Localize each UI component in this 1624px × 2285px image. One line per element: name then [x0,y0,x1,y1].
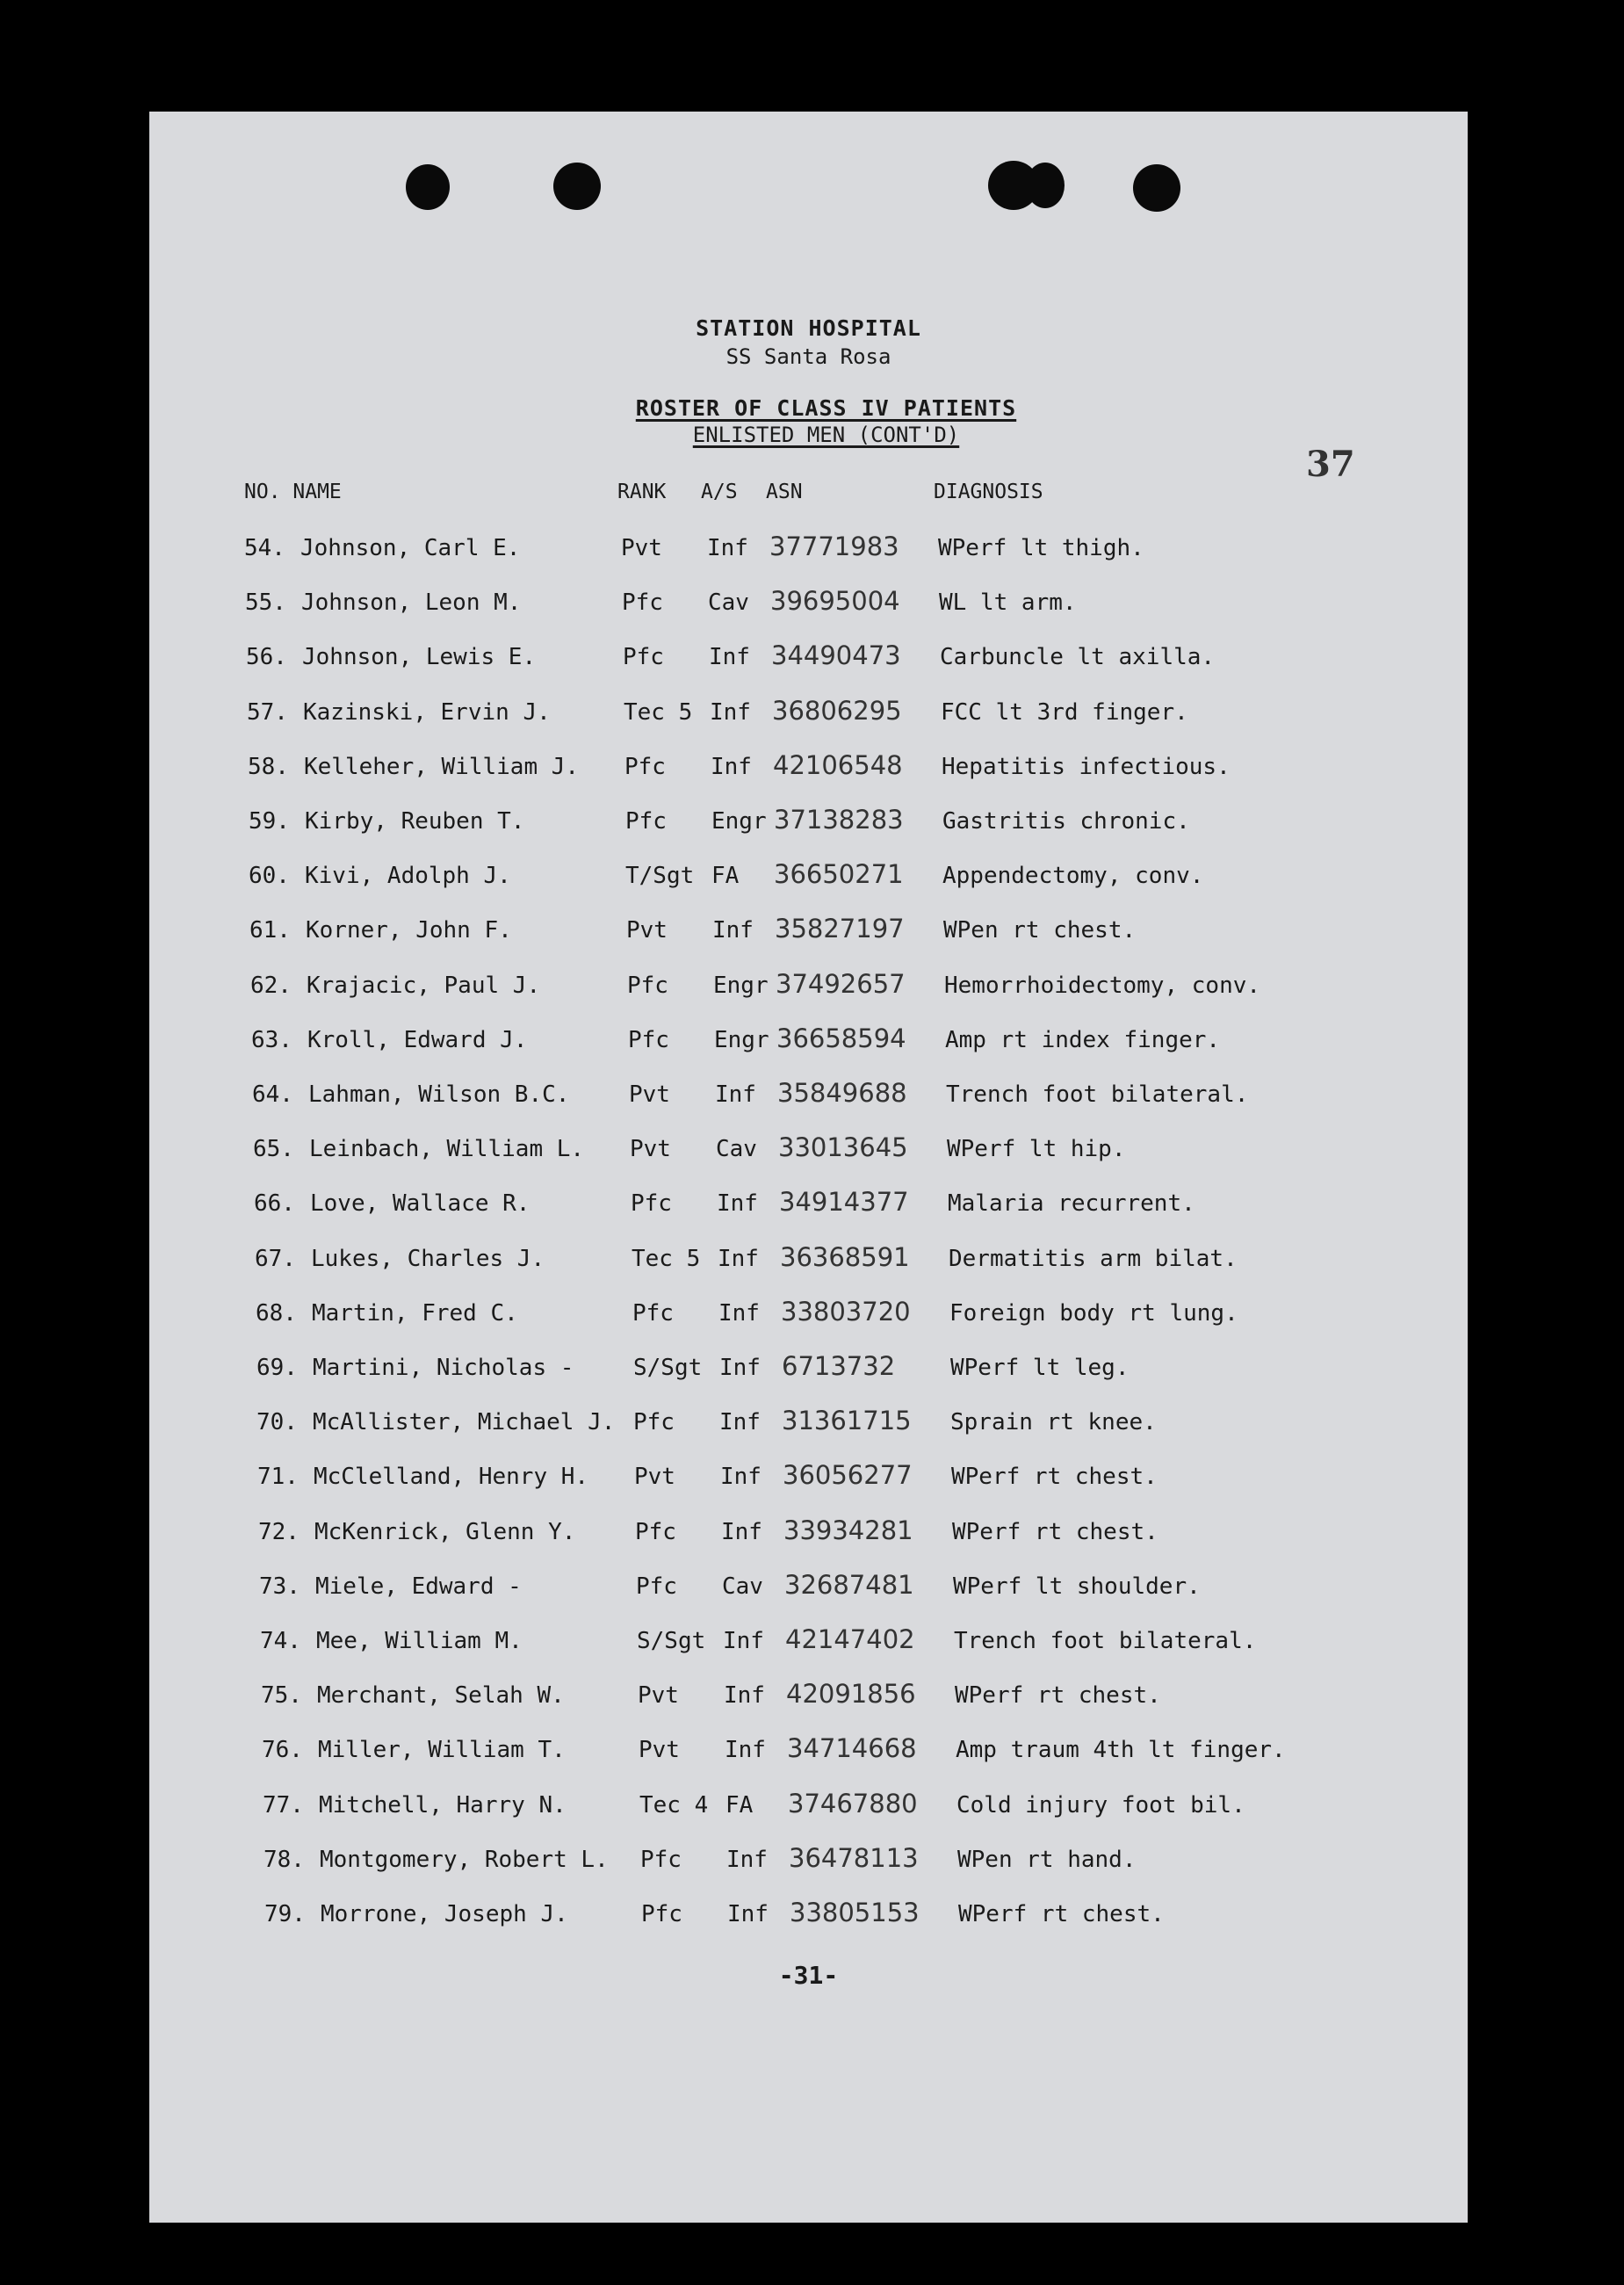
rank-cell: Pfc [633,1409,675,1436]
serial-number-cell: 42091856 [786,1679,916,1710]
arm-service-cell: Inf [712,917,754,944]
col-rank: RANK [617,481,667,503]
diagnosis-cell: Foreign body rt lung. [949,1299,1238,1327]
rank-cell: Pfc [623,644,664,671]
patient-name: McKenrick, Glenn Y. [314,1518,576,1545]
diagnosis-cell: Amp rt index finger. [945,1026,1221,1053]
patient-name: Lukes, Charles J. [311,1245,545,1272]
row-number: 59. [249,808,290,835]
row-number: 57. [247,698,288,726]
diagnosis-cell: WPerf rt chest. [951,1464,1158,1491]
patient-name: Mee, William M. [316,1628,523,1654]
row-number: 76. [262,1737,303,1764]
diagnosis-cell: Amp traum 4th lt finger. [956,1737,1286,1764]
roster-subtitle: ENLISTED MEN (CONT'D) [692,423,960,447]
arm-service-cell: Inf [724,1682,765,1710]
serial-number-cell: 37467880 [788,1788,918,1819]
patient-name: Mitchell, Harry N. [319,1791,567,1819]
patient-name: Krajacic, Paul J. [307,972,541,999]
patient-name: Martin, Fred C. [312,1299,518,1327]
rank-cell: Pvt [639,1737,680,1764]
patient-name: Martini, Nicholas - [313,1355,574,1381]
page-number: -31- [778,1961,839,1990]
patient-name: Miller, William T. [318,1737,566,1764]
row-number: 71. [257,1464,299,1491]
arm-service-cell: Inf [727,1901,769,1927]
patient-name: Morrone, Joseph J. [321,1901,568,1927]
diagnosis-cell: Cold injury foot bil. [956,1791,1245,1819]
rank-cell: Pfc [622,589,663,617]
serial-number-cell: 36478113 [789,1842,919,1873]
table-row [149,1569,1468,1617]
diagnosis-cell: WPerf rt chest. [952,1518,1158,1545]
table-row [149,1187,1468,1234]
patient-name: Montgomery, Robert L. [320,1846,609,1873]
ship-name: SS Santa Rosa [725,344,891,369]
rank-cell: T/Sgt [625,863,695,890]
table-row [149,914,1468,961]
serial-number-cell: 33805153 [790,1898,920,1927]
table-row [149,640,1468,688]
arm-service-cell: Cav [722,1573,763,1600]
diagnosis-cell: Carbuncle lt axilla. [940,644,1216,671]
document-page [149,112,1468,2223]
table-row [149,1132,1468,1180]
serial-number-cell: 32687481 [784,1569,914,1600]
row-number: 72. [258,1518,300,1545]
patient-name: Leinbach, William L. [309,1136,585,1163]
patient-name: McClelland, Henry H. [314,1464,589,1491]
patient-name: Johnson, Lewis E. [302,644,537,671]
serial-number-cell: 31361715 [782,1406,912,1436]
row-number: 66. [254,1190,295,1218]
table-row [149,586,1468,633]
row-number: 75. [261,1682,302,1710]
arm-service-cell: Inf [726,1846,768,1873]
row-number: 65. [253,1136,294,1163]
arm-service-cell: Inf [719,1355,761,1381]
table-row [149,1788,1468,1836]
table-row [149,805,1468,852]
row-number: 54. [244,535,285,561]
diagnosis-cell: WPerf lt hip. [947,1136,1126,1163]
patient-name: Kelleher, William J. [304,753,580,780]
table-row [149,1241,1468,1290]
table-row [149,1733,1468,1781]
row-number: 61. [249,917,291,944]
table-row [149,1406,1468,1453]
diagnosis-cell: WL lt arm. [939,589,1077,617]
table-row [149,1624,1468,1672]
serial-number-cell: 39695004 [770,586,900,617]
serial-number-cell: 33013645 [778,1132,908,1163]
serial-number-cell: 36056277 [783,1460,913,1491]
row-number: 62. [250,972,292,999]
arm-service-cell: Engr [714,1026,769,1053]
row-number: 60. [249,863,290,890]
diagnosis-cell: WPerf rt chest. [955,1682,1161,1710]
table-row [149,1460,1468,1508]
serial-number-cell: 34714668 [787,1733,917,1764]
arm-service-cell: Inf [720,1464,761,1491]
serial-number-cell: 35827197 [775,914,905,944]
serial-number-cell: 36806295 [772,695,902,726]
row-number: 64. [252,1081,293,1108]
diagnosis-cell: Appendectomy, conv. [942,863,1204,890]
patient-name: Love, Wallace R. [310,1190,531,1218]
serial-number-cell: 37771983 [769,531,899,561]
arm-service-cell: FA [725,1791,754,1819]
arm-service-cell: Inf [719,1409,761,1436]
arm-service-cell: Inf [725,1737,766,1764]
diagnosis-cell: WPerf lt thigh. [938,535,1144,561]
serial-number-cell: 42147402 [785,1624,915,1654]
arm-service-cell: Inf [717,1190,758,1218]
row-number: 55. [245,589,286,617]
serial-number-cell: 33934281 [783,1515,913,1545]
serial-number-cell: 6713732 [782,1351,896,1381]
serial-number-cell: 34914377 [779,1187,909,1218]
patient-name: McAllister, Michael J. [313,1409,616,1436]
patient-name: Lahman, Wilson B.C. [308,1081,570,1108]
table-row [149,1842,1468,1891]
patient-name: Kroll, Edward J. [307,1026,528,1053]
patient-name: Merchant, Selah W. [317,1682,565,1710]
diagnosis-cell: FCC lt 3rd finger. [941,698,1188,726]
serial-number-cell: 36650271 [774,859,904,890]
serial-number-cell: 34490473 [771,640,901,671]
table-row [149,1023,1468,1071]
arm-service-cell: FA [711,863,740,890]
punch-hole [1026,163,1065,208]
patient-name: Korner, John F. [306,917,512,944]
row-number: 70. [256,1409,298,1436]
serial-number-cell: 33803720 [781,1296,911,1327]
col-diagnosis: DIAGNOSIS [934,481,1043,503]
serial-number-cell: 37492657 [776,968,906,999]
arm-service-cell: Engr [711,808,767,835]
row-number: 68. [256,1299,297,1327]
arm-service-cell: Inf [711,753,752,780]
document-title: STATION HOSPITAL [696,315,921,341]
serial-number-cell: 37138283 [774,805,904,835]
row-number: 67. [255,1245,296,1272]
rank-cell: Pvt [630,1136,671,1163]
arm-service-cell: Inf [718,1245,759,1272]
rank-cell: Tec 4 [639,1791,709,1819]
rank-cell: Pfc [624,753,666,780]
arm-service-cell: Inf [709,644,750,671]
patient-name: Miele, Edward - [315,1573,522,1600]
punch-hole [553,163,601,210]
rank-cell: Pfc [631,1190,672,1218]
rank-cell: Pfc [628,1026,669,1053]
punch-hole [1133,164,1180,212]
rank-cell: Tec 5 [624,698,693,726]
diagnosis-cell: WPen rt hand. [957,1846,1137,1873]
row-number: 79. [264,1901,306,1927]
row-number: 63. [251,1026,292,1053]
diagnosis-cell: Trench foot bilateral. [946,1081,1249,1108]
table-row [149,968,1468,1016]
diagnosis-cell: Trench foot bilateral. [954,1628,1257,1654]
diagnosis-cell: Gastritis chronic. [942,808,1190,835]
arm-service-cell: Cav [708,589,749,617]
rank-cell: Pvt [638,1682,679,1710]
diagnosis-cell: WPerf rt chest. [958,1901,1165,1927]
serial-number-cell: 35849688 [777,1078,907,1108]
arm-service-cell: Inf [723,1628,764,1654]
patient-name: Kivi, Adolph J. [305,863,511,890]
serial-number-cell: 36368591 [780,1241,910,1272]
rank-cell: Pvt [626,917,668,944]
arm-service-cell: Inf [707,535,748,561]
table-row [149,695,1468,743]
page-mark: 37 [1306,444,1355,485]
patient-name: Johnson, Carl E. [300,535,521,561]
rank-cell: Pfc [632,1299,674,1327]
row-number: 74. [260,1628,301,1654]
col-as: A/S [701,481,738,503]
patient-name: Kirby, Reuben T. [305,808,525,835]
patient-name: Johnson, Leon M. [301,589,522,617]
arm-service-cell: Inf [715,1081,756,1108]
arm-service-cell: Inf [718,1299,760,1327]
diagnosis-cell: WPen rt chest. [943,917,1137,944]
rank-cell: Pfc [640,1846,682,1873]
row-number: 73. [259,1573,300,1600]
diagnosis-cell: WPerf lt leg. [950,1355,1130,1381]
arm-service-cell: Inf [710,698,751,726]
rank-cell: Pfc [635,1518,676,1545]
row-number: 77. [263,1791,304,1819]
diagnosis-cell: Dermatitis arm bilat. [949,1245,1238,1272]
col-asn: ASN [766,481,803,503]
rank-cell: Pvt [634,1464,675,1491]
table-row [149,1078,1468,1125]
rank-cell: S/Sgt [633,1355,703,1381]
patient-name: Kazinski, Ervin J. [303,698,551,726]
table-row [149,1898,1468,1945]
serial-number-cell: 42106548 [773,749,903,780]
arm-service-cell: Inf [721,1518,762,1545]
col-no-name: NO. NAME [244,481,342,503]
rank-cell: S/Sgt [637,1628,706,1654]
rank-cell: Pfc [636,1573,677,1600]
rank-cell: Pfc [625,808,667,835]
table-row [149,749,1468,798]
roster-title: ROSTER OF CLASS IV PATIENTS [635,395,1017,421]
serial-number-cell: 36658594 [776,1023,906,1053]
rank-cell: Tec 5 [632,1245,701,1272]
diagnosis-cell: Malaria recurrent. [948,1190,1195,1218]
row-number: 58. [248,753,289,780]
diagnosis-cell: Hemorrhoidectomy, conv. [944,972,1261,999]
table-row [149,1351,1468,1399]
row-number: 78. [263,1846,305,1873]
rank-cell: Pfc [641,1901,682,1927]
table-row [149,531,1468,579]
diagnosis-cell: Hepatitis infectious. [942,753,1231,780]
diagnosis-cell: Sprain rt knee. [950,1409,1157,1436]
table-row [149,859,1468,907]
diagnosis-cell: WPerf lt shoulder. [953,1573,1201,1600]
arm-service-cell: Engr [713,972,769,999]
table-row [149,1296,1468,1344]
row-number: 56. [246,644,287,671]
rank-cell: Pfc [627,972,668,999]
punch-hole [406,164,450,210]
table-row [149,1679,1468,1726]
arm-service-cell: Cav [716,1136,757,1163]
rank-cell: Pvt [621,535,662,561]
row-number: 69. [256,1355,298,1381]
table-row [149,1515,1468,1563]
rank-cell: Pvt [629,1081,670,1108]
